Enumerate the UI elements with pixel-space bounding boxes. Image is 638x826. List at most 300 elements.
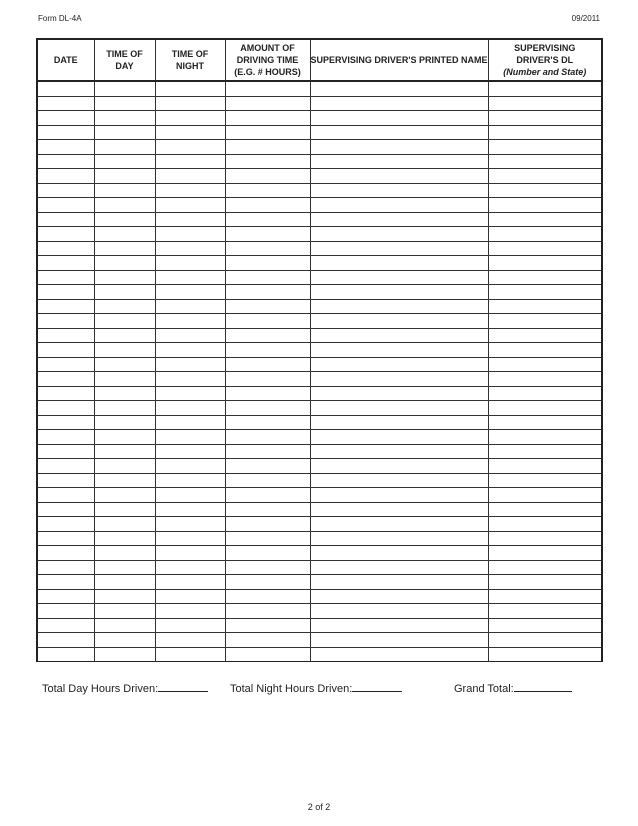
time-of-night-cell[interactable] bbox=[155, 415, 225, 430]
supervisor-name-cell[interactable] bbox=[310, 169, 488, 184]
supervisor-dl-cell[interactable] bbox=[488, 517, 602, 532]
table-row bbox=[37, 444, 602, 459]
driving-time-cell[interactable] bbox=[225, 125, 310, 140]
supervisor-name-cell[interactable] bbox=[310, 633, 488, 648]
date-cell[interactable] bbox=[37, 618, 94, 633]
time-of-night-cell[interactable] bbox=[155, 372, 225, 387]
supervisor-dl-cell[interactable] bbox=[488, 618, 602, 633]
supervisor-name-cell[interactable] bbox=[310, 647, 488, 662]
driving-time-cell[interactable] bbox=[225, 575, 310, 590]
driving-time-cell[interactable] bbox=[225, 169, 310, 184]
time-of-night-cell[interactable] bbox=[155, 473, 225, 488]
date-cell[interactable] bbox=[37, 183, 94, 198]
time-of-day-cell[interactable] bbox=[94, 285, 155, 300]
driving-time-cell[interactable] bbox=[225, 343, 310, 358]
date-cell[interactable] bbox=[37, 169, 94, 184]
supervisor-name-cell[interactable] bbox=[310, 125, 488, 140]
supervisor-name-cell[interactable] bbox=[310, 386, 488, 401]
supervisor-name-cell[interactable] bbox=[310, 285, 488, 300]
supervisor-dl-cell[interactable] bbox=[488, 430, 602, 445]
driving-time-cell[interactable] bbox=[225, 415, 310, 430]
date-cell[interactable] bbox=[37, 328, 94, 343]
time-of-day-cell[interactable] bbox=[94, 589, 155, 604]
driving-time-cell[interactable] bbox=[225, 531, 310, 546]
table-row bbox=[37, 169, 602, 184]
table-row bbox=[37, 96, 602, 111]
column-header-supervisor-dl: SUPERVISING DRIVER'S DL (Number and State) bbox=[488, 39, 602, 81]
date-cell[interactable] bbox=[37, 270, 94, 285]
driving-time-cell[interactable] bbox=[225, 357, 310, 372]
total-day-hours bbox=[42, 681, 208, 695]
time-of-night-cell[interactable] bbox=[155, 314, 225, 329]
driving-time-cell[interactable] bbox=[225, 633, 310, 648]
supervisor-dl-cell[interactable] bbox=[488, 604, 602, 619]
date-cell[interactable] bbox=[37, 647, 94, 662]
grand-total-label: Grand Total: bbox=[454, 683, 514, 695]
supervisor-name-cell[interactable] bbox=[310, 415, 488, 430]
driving-time-cell[interactable] bbox=[225, 140, 310, 155]
supervisor-dl-cell[interactable] bbox=[488, 328, 602, 343]
driving-time-cell[interactable] bbox=[225, 473, 310, 488]
time-of-day-cell[interactable] bbox=[94, 517, 155, 532]
supervisor-dl-cell[interactable] bbox=[488, 241, 602, 256]
supervisor-dl-cell[interactable] bbox=[488, 183, 602, 198]
table-row bbox=[37, 415, 602, 430]
driving-time-cell[interactable] bbox=[225, 604, 310, 619]
supervisor-dl-cell[interactable] bbox=[488, 647, 602, 662]
date-cell[interactable] bbox=[37, 488, 94, 503]
time-of-night-cell[interactable] bbox=[155, 96, 225, 111]
time-of-night-cell[interactable] bbox=[155, 357, 225, 372]
table-header-row bbox=[37, 39, 602, 81]
date-cell[interactable] bbox=[37, 386, 94, 401]
supervisor-dl-cell[interactable] bbox=[488, 81, 602, 96]
driving-time-cell[interactable] bbox=[225, 212, 310, 227]
supervisor-name-cell[interactable] bbox=[310, 430, 488, 445]
table-row bbox=[37, 502, 602, 517]
table-row bbox=[37, 488, 602, 503]
form-id: Form DL-4A bbox=[38, 14, 82, 23]
time-of-day-cell[interactable] bbox=[94, 560, 155, 575]
supervisor-name-cell[interactable] bbox=[310, 488, 488, 503]
table-row bbox=[37, 154, 602, 169]
time-of-day-cell[interactable] bbox=[94, 256, 155, 271]
supervisor-name-cell[interactable] bbox=[310, 81, 488, 96]
time-of-night-cell[interactable] bbox=[155, 343, 225, 358]
supervisor-dl-cell[interactable] bbox=[488, 575, 602, 590]
supervisor-dl-cell[interactable] bbox=[488, 140, 602, 155]
date-cell[interactable] bbox=[37, 314, 94, 329]
supervisor-dl-cell[interactable] bbox=[488, 198, 602, 213]
time-of-night-cell[interactable] bbox=[155, 589, 225, 604]
supervisor-dl-cell[interactable] bbox=[488, 343, 602, 358]
table-row bbox=[37, 473, 602, 488]
supervisor-dl-cell[interactable] bbox=[488, 459, 602, 474]
date-cell[interactable] bbox=[37, 285, 94, 300]
table-row bbox=[37, 140, 602, 155]
time-of-day-cell[interactable] bbox=[94, 575, 155, 590]
time-of-day-cell[interactable] bbox=[94, 198, 155, 213]
supervisor-dl-cell[interactable] bbox=[488, 444, 602, 459]
driving-time-cell[interactable] bbox=[225, 154, 310, 169]
supervisor-dl-cell[interactable] bbox=[488, 270, 602, 285]
column-header-supervisor-name: SUPERVISING DRIVER'S PRINTED NAME bbox=[310, 39, 488, 81]
supervisor-dl-cell[interactable] bbox=[488, 502, 602, 517]
time-of-day-cell[interactable] bbox=[94, 502, 155, 517]
supervisor-dl-cell[interactable] bbox=[488, 299, 602, 314]
supervisor-name-cell[interactable] bbox=[310, 575, 488, 590]
date-cell[interactable] bbox=[37, 227, 94, 242]
date-cell[interactable] bbox=[37, 96, 94, 111]
supervisor-name-cell[interactable] bbox=[310, 604, 488, 619]
time-of-night-cell[interactable] bbox=[155, 633, 225, 648]
date-cell[interactable] bbox=[37, 430, 94, 445]
date-cell[interactable] bbox=[37, 256, 94, 271]
table-row bbox=[37, 386, 602, 401]
supervisor-name-cell[interactable] bbox=[310, 198, 488, 213]
supervisor-dl-cell[interactable] bbox=[488, 401, 602, 416]
time-of-day-cell[interactable] bbox=[94, 444, 155, 459]
date-cell[interactable] bbox=[37, 81, 94, 96]
time-of-night-cell[interactable] bbox=[155, 125, 225, 140]
table-row bbox=[37, 299, 602, 314]
table-row bbox=[37, 198, 602, 213]
time-of-day-cell[interactable] bbox=[94, 401, 155, 416]
time-of-day-cell[interactable] bbox=[94, 96, 155, 111]
driving-time-cell[interactable] bbox=[225, 401, 310, 416]
total-night-hours-label: Total Night Hours Driven: bbox=[230, 683, 353, 695]
table-row bbox=[37, 401, 602, 416]
supervisor-dl-cell[interactable] bbox=[488, 256, 602, 271]
driving-time-cell[interactable] bbox=[225, 299, 310, 314]
supervisor-dl-cell[interactable] bbox=[488, 488, 602, 503]
table-row bbox=[37, 227, 602, 242]
grand-total-blank[interactable] bbox=[514, 681, 572, 692]
date-cell[interactable] bbox=[37, 473, 94, 488]
supervisor-name-cell[interactable] bbox=[310, 343, 488, 358]
time-of-night-cell[interactable] bbox=[155, 647, 225, 662]
supervisor-dl-cell[interactable] bbox=[488, 560, 602, 575]
time-of-day-cell[interactable] bbox=[94, 270, 155, 285]
column-header-time-of-night: TIME OF NIGHT bbox=[155, 39, 225, 81]
supervisor-name-cell[interactable] bbox=[310, 270, 488, 285]
supervisor-name-cell[interactable] bbox=[310, 444, 488, 459]
supervisor-dl-cell[interactable] bbox=[488, 154, 602, 169]
time-of-night-cell[interactable] bbox=[155, 546, 225, 561]
driving-time-cell[interactable] bbox=[225, 517, 310, 532]
time-of-day-cell[interactable] bbox=[94, 415, 155, 430]
supervisor-dl-cell[interactable] bbox=[488, 169, 602, 184]
supervisor-name-cell[interactable] bbox=[310, 183, 488, 198]
supervisor-dl-cell[interactable] bbox=[488, 227, 602, 242]
time-of-night-cell[interactable] bbox=[155, 531, 225, 546]
supervisor-name-cell[interactable] bbox=[310, 401, 488, 416]
date-cell[interactable] bbox=[37, 633, 94, 648]
time-of-day-cell[interactable] bbox=[94, 647, 155, 662]
date-cell[interactable] bbox=[37, 140, 94, 155]
time-of-day-cell[interactable] bbox=[94, 430, 155, 445]
supervisor-dl-cell[interactable] bbox=[488, 96, 602, 111]
table-row bbox=[37, 604, 602, 619]
time-of-day-cell[interactable] bbox=[94, 357, 155, 372]
supervisor-dl-cell[interactable] bbox=[488, 386, 602, 401]
time-of-day-cell[interactable] bbox=[94, 169, 155, 184]
table-row bbox=[37, 125, 602, 140]
time-of-night-cell[interactable] bbox=[155, 575, 225, 590]
time-of-day-cell[interactable] bbox=[94, 604, 155, 619]
time-of-day-cell[interactable] bbox=[94, 459, 155, 474]
table-row bbox=[37, 589, 602, 604]
date-cell[interactable] bbox=[37, 372, 94, 387]
supervisor-name-cell[interactable] bbox=[310, 212, 488, 227]
time-of-night-cell[interactable] bbox=[155, 618, 225, 633]
supervisor-dl-cell[interactable] bbox=[488, 111, 602, 126]
table-row bbox=[37, 575, 602, 590]
driving-time-cell[interactable] bbox=[225, 444, 310, 459]
supervisor-name-cell[interactable] bbox=[310, 96, 488, 111]
date-cell[interactable] bbox=[37, 401, 94, 416]
supervisor-name-cell[interactable] bbox=[310, 560, 488, 575]
time-of-night-cell[interactable] bbox=[155, 198, 225, 213]
time-of-day-cell[interactable] bbox=[94, 473, 155, 488]
time-of-night-cell[interactable] bbox=[155, 299, 225, 314]
date-cell[interactable] bbox=[37, 502, 94, 517]
driving-time-cell[interactable] bbox=[225, 618, 310, 633]
driving-log-table bbox=[36, 38, 603, 662]
time-of-night-cell[interactable] bbox=[155, 285, 225, 300]
table-row bbox=[37, 546, 602, 561]
table-row bbox=[37, 256, 602, 271]
date-cell[interactable] bbox=[37, 125, 94, 140]
supervisor-dl-cell[interactable] bbox=[488, 531, 602, 546]
supervisor-name-cell[interactable] bbox=[310, 517, 488, 532]
time-of-day-cell[interactable] bbox=[94, 328, 155, 343]
time-of-day-cell[interactable] bbox=[94, 241, 155, 256]
column-header-driving-time: AMOUNT OF DRIVING TIME (E.G. # HOURS) bbox=[225, 39, 310, 81]
time-of-day-cell[interactable] bbox=[94, 386, 155, 401]
column-header-date: DATE bbox=[37, 39, 94, 81]
time-of-night-cell[interactable] bbox=[155, 227, 225, 242]
time-of-night-cell[interactable] bbox=[155, 444, 225, 459]
date-cell[interactable] bbox=[37, 589, 94, 604]
driving-time-cell[interactable] bbox=[225, 256, 310, 271]
time-of-night-cell[interactable] bbox=[155, 430, 225, 445]
table-row bbox=[37, 270, 602, 285]
time-of-day-cell[interactable] bbox=[94, 212, 155, 227]
date-cell[interactable] bbox=[37, 111, 94, 126]
time-of-night-cell[interactable] bbox=[155, 256, 225, 271]
date-cell[interactable] bbox=[37, 241, 94, 256]
table-row bbox=[37, 111, 602, 126]
table-body bbox=[37, 81, 602, 662]
supervisor-name-cell[interactable] bbox=[310, 256, 488, 271]
driving-time-cell[interactable] bbox=[225, 372, 310, 387]
supervisor-name-cell[interactable] bbox=[310, 502, 488, 517]
supervisor-name-cell[interactable] bbox=[310, 589, 488, 604]
table-row bbox=[37, 285, 602, 300]
time-of-day-cell[interactable] bbox=[94, 314, 155, 329]
supervisor-name-cell[interactable] bbox=[310, 111, 488, 126]
time-of-night-cell[interactable] bbox=[155, 183, 225, 198]
driving-time-cell[interactable] bbox=[225, 111, 310, 126]
time-of-night-cell[interactable] bbox=[155, 459, 225, 474]
date-cell[interactable] bbox=[37, 415, 94, 430]
date-cell[interactable] bbox=[37, 546, 94, 561]
supervisor-dl-cell[interactable] bbox=[488, 285, 602, 300]
table-row bbox=[37, 372, 602, 387]
driving-time-cell[interactable] bbox=[225, 96, 310, 111]
table-row bbox=[37, 430, 602, 445]
date-cell[interactable] bbox=[37, 459, 94, 474]
supervisor-name-cell[interactable] bbox=[310, 241, 488, 256]
time-of-day-cell[interactable] bbox=[94, 140, 155, 155]
time-of-night-cell[interactable] bbox=[155, 401, 225, 416]
supervisor-name-cell[interactable] bbox=[310, 372, 488, 387]
supervisor-name-cell[interactable] bbox=[310, 328, 488, 343]
supervisor-name-cell[interactable] bbox=[310, 314, 488, 329]
time-of-night-cell[interactable] bbox=[155, 386, 225, 401]
supervisor-dl-cell[interactable] bbox=[488, 372, 602, 387]
table-row bbox=[37, 560, 602, 575]
driving-time-cell[interactable] bbox=[225, 430, 310, 445]
time-of-day-cell[interactable] bbox=[94, 125, 155, 140]
driving-time-cell[interactable] bbox=[225, 502, 310, 517]
date-cell[interactable] bbox=[37, 154, 94, 169]
driving-time-cell[interactable] bbox=[225, 328, 310, 343]
supervisor-dl-cell[interactable] bbox=[488, 415, 602, 430]
time-of-night-cell[interactable] bbox=[155, 328, 225, 343]
time-of-day-cell[interactable] bbox=[94, 343, 155, 358]
supervisor-name-cell[interactable] bbox=[310, 531, 488, 546]
time-of-night-cell[interactable] bbox=[155, 140, 225, 155]
date-cell[interactable] bbox=[37, 299, 94, 314]
total-day-hours-label: Total Day Hours Driven: bbox=[42, 683, 159, 695]
time-of-night-cell[interactable] bbox=[155, 560, 225, 575]
time-of-day-cell[interactable] bbox=[94, 81, 155, 96]
table-row bbox=[37, 241, 602, 256]
table-row bbox=[37, 314, 602, 329]
table-row bbox=[37, 343, 602, 358]
driving-time-cell[interactable] bbox=[225, 183, 310, 198]
time-of-night-cell[interactable] bbox=[155, 241, 225, 256]
date-cell[interactable] bbox=[37, 198, 94, 213]
supervisor-dl-cell[interactable] bbox=[488, 314, 602, 329]
supervisor-name-cell[interactable] bbox=[310, 140, 488, 155]
revision-date: 09/2011 bbox=[571, 14, 600, 23]
time-of-day-cell[interactable] bbox=[94, 372, 155, 387]
supervisor-name-cell[interactable] bbox=[310, 227, 488, 242]
driving-time-cell[interactable] bbox=[225, 81, 310, 96]
time-of-night-cell[interactable] bbox=[155, 154, 225, 169]
table-row bbox=[37, 517, 602, 532]
time-of-night-cell[interactable] bbox=[155, 81, 225, 96]
driving-time-cell[interactable] bbox=[225, 314, 310, 329]
driving-time-cell[interactable] bbox=[225, 488, 310, 503]
total-night-hours-blank[interactable] bbox=[352, 681, 402, 692]
time-of-day-cell[interactable] bbox=[94, 546, 155, 561]
driving-time-cell[interactable] bbox=[225, 647, 310, 662]
table-row bbox=[37, 459, 602, 474]
supervisor-dl-cell[interactable] bbox=[488, 473, 602, 488]
driving-time-cell[interactable] bbox=[225, 386, 310, 401]
driving-time-cell[interactable] bbox=[225, 285, 310, 300]
column-header-time-of-day: TIME OF DAY bbox=[94, 39, 155, 81]
total-night-hours bbox=[230, 681, 402, 695]
supervisor-dl-cell[interactable] bbox=[488, 546, 602, 561]
time-of-day-cell[interactable] bbox=[94, 111, 155, 126]
supervisor-name-cell[interactable] bbox=[310, 357, 488, 372]
time-of-night-cell[interactable] bbox=[155, 488, 225, 503]
date-cell[interactable] bbox=[37, 343, 94, 358]
driving-time-cell[interactable] bbox=[225, 241, 310, 256]
time-of-day-cell[interactable] bbox=[94, 299, 155, 314]
table-row bbox=[37, 618, 602, 633]
table-row bbox=[37, 357, 602, 372]
time-of-day-cell[interactable] bbox=[94, 531, 155, 546]
time-of-day-cell[interactable] bbox=[94, 618, 155, 633]
supervisor-name-cell[interactable] bbox=[310, 299, 488, 314]
table-row bbox=[37, 212, 602, 227]
supervisor-name-cell[interactable] bbox=[310, 154, 488, 169]
table-row bbox=[37, 183, 602, 198]
page-number: 2 of 2 bbox=[307, 802, 331, 812]
supervisor-dl-cell[interactable] bbox=[488, 633, 602, 648]
time-of-night-cell[interactable] bbox=[155, 111, 225, 126]
driving-time-cell[interactable] bbox=[225, 546, 310, 561]
supervisor-dl-cell[interactable] bbox=[488, 357, 602, 372]
supervisor-name-cell[interactable] bbox=[310, 618, 488, 633]
time-of-night-cell[interactable] bbox=[155, 517, 225, 532]
supervisor-name-cell[interactable] bbox=[310, 459, 488, 474]
supervisor-dl-cell[interactable] bbox=[488, 125, 602, 140]
time-of-night-cell[interactable] bbox=[155, 270, 225, 285]
date-cell[interactable] bbox=[37, 444, 94, 459]
date-cell[interactable] bbox=[37, 604, 94, 619]
table-row bbox=[37, 633, 602, 648]
supervisor-name-cell[interactable] bbox=[310, 473, 488, 488]
time-of-day-cell[interactable] bbox=[94, 488, 155, 503]
date-cell[interactable] bbox=[37, 357, 94, 372]
driving-time-cell[interactable] bbox=[225, 270, 310, 285]
table-row bbox=[37, 81, 602, 96]
table-row bbox=[37, 328, 602, 343]
driving-time-cell[interactable] bbox=[225, 560, 310, 575]
supervisor-name-cell[interactable] bbox=[310, 546, 488, 561]
time-of-day-cell[interactable] bbox=[94, 633, 155, 648]
driving-time-cell[interactable] bbox=[225, 198, 310, 213]
driving-time-cell[interactable] bbox=[225, 589, 310, 604]
grand-total bbox=[454, 681, 572, 695]
total-day-hours-blank[interactable] bbox=[158, 681, 208, 692]
table-row bbox=[37, 531, 602, 546]
time-of-night-cell[interactable] bbox=[155, 604, 225, 619]
time-of-night-cell[interactable] bbox=[155, 212, 225, 227]
date-cell[interactable] bbox=[37, 560, 94, 575]
date-cell[interactable] bbox=[37, 212, 94, 227]
time-of-night-cell[interactable] bbox=[155, 502, 225, 517]
driving-time-cell[interactable] bbox=[225, 227, 310, 242]
driving-time-cell[interactable] bbox=[225, 459, 310, 474]
date-cell[interactable] bbox=[37, 517, 94, 532]
time-of-night-cell[interactable] bbox=[155, 169, 225, 184]
time-of-day-cell[interactable] bbox=[94, 154, 155, 169]
date-cell[interactable] bbox=[37, 575, 94, 590]
date-cell[interactable] bbox=[37, 531, 94, 546]
time-of-day-cell[interactable] bbox=[94, 227, 155, 242]
supervisor-dl-cell[interactable] bbox=[488, 212, 602, 227]
supervisor-dl-cell[interactable] bbox=[488, 589, 602, 604]
time-of-day-cell[interactable] bbox=[94, 183, 155, 198]
